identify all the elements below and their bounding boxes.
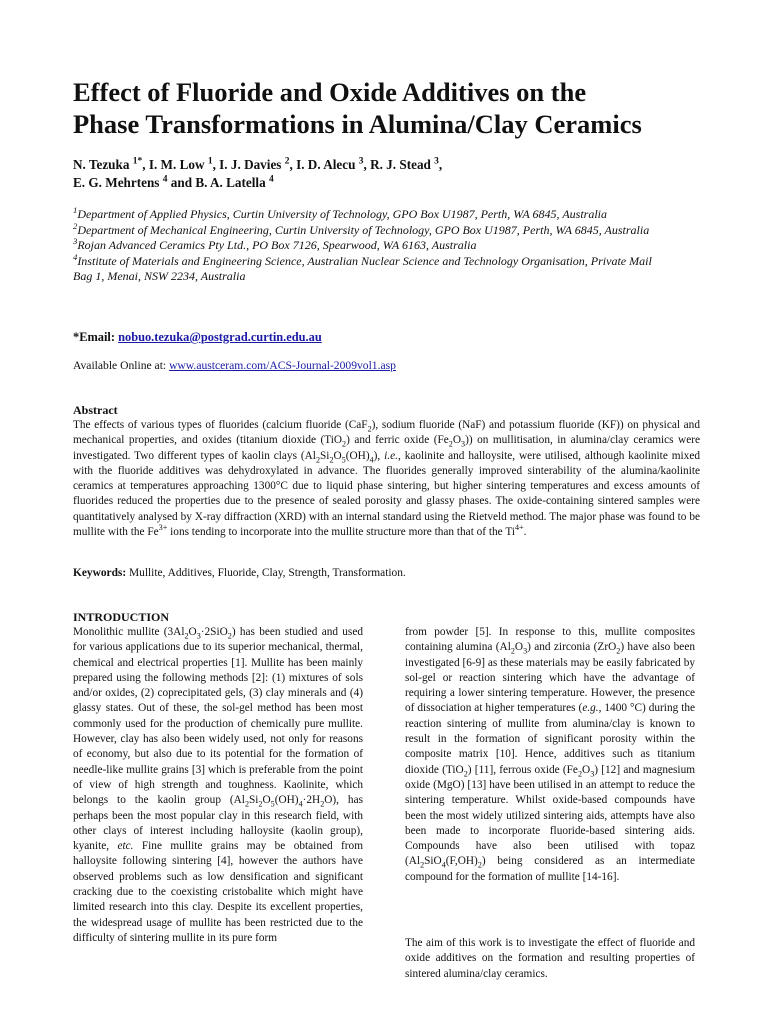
intro-right-paragraph-2: The aim of this work is to investigate the effect of fluoride and oxide additives on the formation and resulting properties of sintered alumina/clay ceramics. bbox=[405, 937, 695, 980]
affiliation-3: $^3$Rojan Advanced Ceramics Pty Ltd., PO Box 7126, Spearwood, WA 6163, Australia bbox=[73, 236, 477, 252]
keywords-label: Keywords: bbox=[73, 567, 127, 579]
abstract-text: The effects of various types of fluorides (calcium fluoride (CaF$_2$), sodium fluoride (NaF) and potassium fluoride (KF)) on physical and mechanical properties, and oxides (titanium dioxide (TiO$_2$) and ferric oxide $(Fe_2O_3)$) on mullitisation, in alumina/clay ceramics were investigated. Two different types of kaolin clays $(Al_2Si_2O_5(OH)_4)$, i.e., kaolinite and halloysite, were utilised, although kaolinite mixed with the fluoride additives was dehydroxylated in advance. The fluorides generally improved sinterability of the alumina/kaolinite ceramics at temperatures approaching 1300°C due to liquid phase sintering, but higher sintering temperatures and excess amounts of fluorides reduced the properties due to the presence of sealed porosity and glassy phases. The oxide-containing sintered samples were quantitatively analysed by X-ray diffraction (XRD) with an internal standard using the Rietveld method. The major phase was found to be mullite with the $Fe^{3+}$ ions tending to incorporate into the mullite structure more than that of the $Ti^{4+}$. bbox=[73, 419, 700, 539]
keywords-text: Mullite, Additives, Fluoride, Clay, Strength, Transformation. bbox=[129, 567, 406, 579]
intro-right-column: from powder [5]. In response to this, mullite composites containing alumina $(Al_2O_3)$ and zirconia (ZrO$_2$) have also been investigated [6-9] as these materials may be easily fabricated by sol-gel or reaction sintering which have the advantage of requiring a lower sintering temperature. However, the presence of dissociation at higher temperatures (e.g., 1400 °C) during the reaction sintering of mullite from alumina/clay is known to result in the formation of significant porosity within the composite matrix [10]. Hence, additives such as titanium dioxide (TiO$_2$) [11], ferrous oxide $(Fe_2O_3)$ [12] and magnesium oxide (MgO) [13] have been utilised in an attempt to reduce the sintering temperature. Whilst oxide-based compounds have been the most widely utilized sintering aids, attempts have also been made to incorporate fluoride-based sintering aids. Compounds have also been utilised with topaz $(Al_2SiO_4(F,OH)_2)$ being considered as an intermediate compound for the formation of mullite [14-16]. bbox=[405, 626, 695, 883]
introduction-heading: INTRODUCTION bbox=[73, 610, 170, 624]
title-line-2: Phase Transformations in Alumina/Clay Ceramics bbox=[73, 109, 642, 139]
keywords-line bbox=[73, 567, 406, 579]
intro-left-column: Monolithic mullite $(3Al_2O_3\cdot 2SiO_2)$ has been studied and used for various applications due to its superior mechanical, thermal, chemical and electrical properties [1]. Mullite has been mainly prepared using the following methods [2]: (1) mixtures of sols and/or oxides, (2) coprecipitated gels, (3) clay minerals and (4) glassy states. Out of these, the sol-gel method has been most commonly used for the production of chemically pure mullite. However, clay has also been widely used, not only for reasons of economy, but also due to its potential for the formation of needle-like mullite grains [3] which is preferable from the point of view of high strength and toughness. Kaolinite, which belongs to the kaolin group $(Al_2Si_2O_5(OH)_4\cdot 2H_2O)$, has perhaps been the most popular clay in this research field, with other clays of interest including halloysite (kaolin group), kyanite, etc. Fine mullite grains may be obtained from halloysite following sintering [4], however the authors have observed problems such as low densification and significant cracking due to the coexisting cristobalite which might have limited research into this clay. Despite its excellent properties, the widespread usage of mullite has been restricted due to the difficulty of sintering mullite in its pure form bbox=[73, 626, 363, 944]
available-online bbox=[73, 359, 396, 372]
author-list bbox=[73, 156, 713, 192]
affiliation-4: $^4$Institute of Materials and Engineering Science, Australian Nuclear Science and Technology Organisation, Private Mail Bag 1, Menai, NSW 2234, Australia bbox=[73, 251, 652, 283]
paper-title bbox=[73, 76, 713, 140]
email-link[interactable]: nobuo.tezuka@postgrad.curtin.edu.au bbox=[118, 330, 322, 344]
authors-line-2: E. G. Mehrtens $^4$ and B. A. Latella $^4$ bbox=[73, 174, 274, 190]
title-line-1: Effect of Fluoride and Oxide Additives on the bbox=[73, 77, 587, 107]
authors-line-1: N. Tezuka $^{1*}$, I. M. Low $^1$, I. J. Davies $^2$, I. D. Alecu $^3$, R. J. Stead $^3$, bbox=[73, 156, 443, 172]
email-label: *Email: bbox=[73, 330, 115, 344]
online-url-link[interactable]: www.austceram.com/ACS-Journal-2009vol1.asp bbox=[169, 359, 396, 372]
online-label: Available Online at: bbox=[73, 359, 167, 372]
abstract-heading: Abstract bbox=[73, 403, 118, 417]
affiliations bbox=[73, 207, 673, 285]
affiliation-1: $^1$Department of Applied Physics, Curtin University of Technology, GPO Box U1987, Perth, WA 6845, Australia bbox=[73, 205, 607, 221]
corresponding-email bbox=[73, 330, 322, 345]
affiliation-2: $^2$Department of Mechanical Engineering, Curtin University of Technology, GPO Box U1987, Perth, WA 6845, Australia bbox=[73, 220, 650, 237]
